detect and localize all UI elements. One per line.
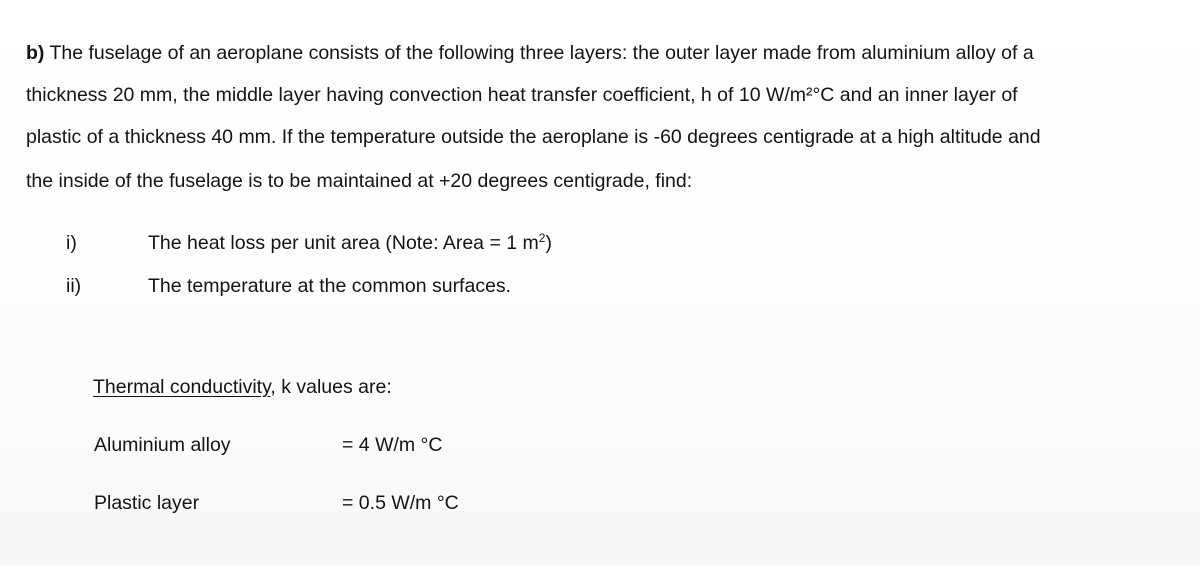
problem-line-3: plastic of a thickness 40 mm. If the temperature outside the aeroplane is -60 degrees centigrade at a high altitude and bbox=[26, 126, 1041, 148]
task-number-1: i) bbox=[66, 232, 77, 254]
task-text-1 bbox=[148, 232, 552, 255]
problem-line-1-text: The fuselage of an aeroplane consists of the following three layers: the outer layer made from aluminium alloy of a bbox=[44, 42, 1034, 64]
material-value-aluminium: = 4 W/m °C bbox=[342, 434, 443, 456]
conductivity-heading-rest: , k values are: bbox=[270, 376, 392, 398]
task-text-1-superscript: 2 bbox=[538, 231, 546, 245]
material-value-plastic: = 0.5 W/m °C bbox=[342, 492, 459, 514]
problem-line-2: thickness 20 mm, the middle layer having convection heat transfer coefficient, h of 10 W/m²°C and an inner layer of bbox=[26, 84, 1018, 106]
task-text-1-main: The heat loss per unit area (Note: Area = 1 m bbox=[148, 232, 539, 254]
material-name-aluminium: Aluminium alloy bbox=[94, 434, 231, 456]
task-number-2: ii) bbox=[66, 275, 82, 297]
task-text-1-end: ) bbox=[545, 232, 552, 254]
task-text-2: The temperature at the common surfaces. bbox=[148, 275, 512, 297]
problem-line-4: the inside of the fuselage is to be maintained at +20 degrees centigrade, find: bbox=[26, 170, 693, 192]
problem-label: b) bbox=[26, 42, 45, 64]
material-name-plastic: Plastic layer bbox=[94, 492, 200, 514]
problem-line-1 bbox=[26, 42, 1034, 65]
conductivity-heading-underlined: Thermal conductivity bbox=[93, 376, 271, 398]
conductivity-heading bbox=[93, 376, 392, 399]
